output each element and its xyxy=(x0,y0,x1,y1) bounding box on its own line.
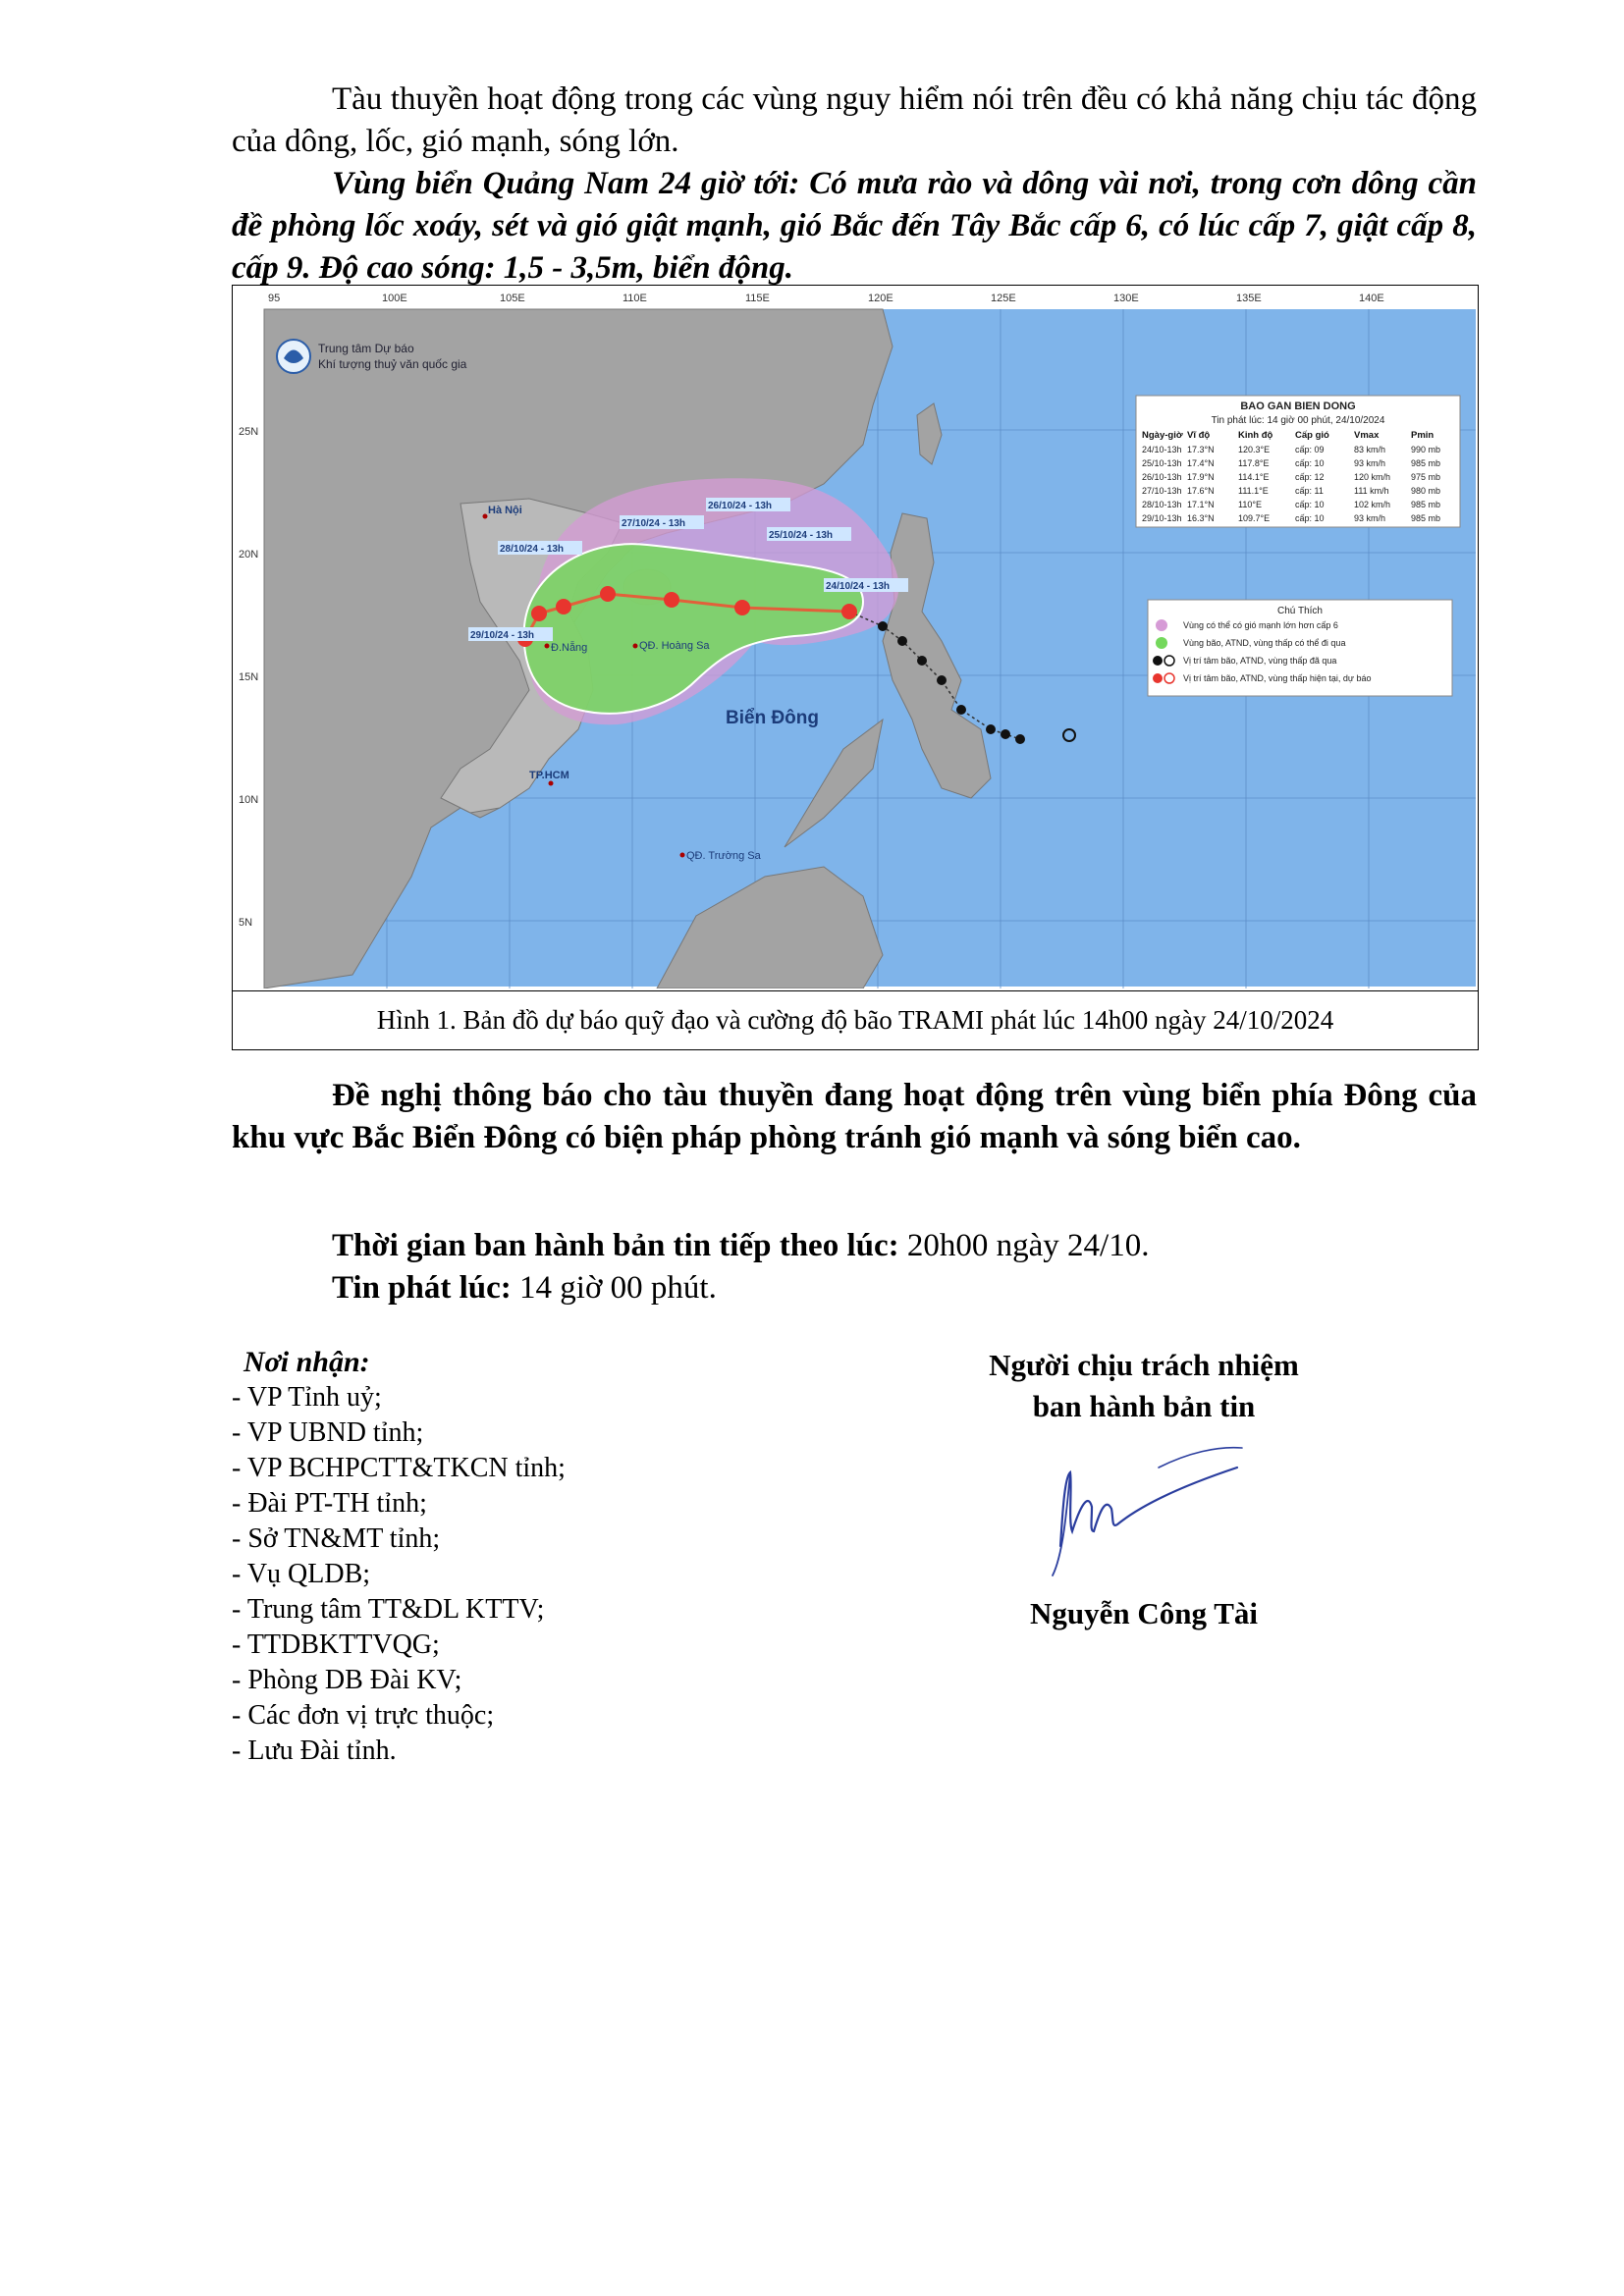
table-cell: 17.9°N xyxy=(1187,472,1215,482)
signature-line-2: ban hành bản tin xyxy=(1032,1389,1256,1423)
lon-label: 115E xyxy=(745,293,770,304)
legend-item: Vùng có thể có gió mạnh lớn hơn cấp 6 xyxy=(1183,620,1338,630)
lon-label: 95 xyxy=(268,293,281,304)
signature-line-1: Người chịu trách nhiệm xyxy=(989,1348,1299,1382)
lon-label: 135E xyxy=(1236,293,1262,304)
city-hcm: TP.HCM xyxy=(529,770,569,781)
table-cell: 985 mb xyxy=(1411,458,1441,468)
table-cell: 985 mb xyxy=(1411,500,1441,509)
island-hoangsa: QĐ. Hoàng Sa xyxy=(639,640,710,652)
lat-label: 20N xyxy=(239,549,259,561)
table-cell: 93 km/h xyxy=(1354,513,1386,523)
table-header: Pmin xyxy=(1411,430,1435,441)
recipients-title: Nơi nhận: xyxy=(244,1346,370,1378)
table-cell: cấp: 10 xyxy=(1295,513,1325,523)
lat-label: 15N xyxy=(239,671,259,683)
lon-label: 125E xyxy=(991,293,1016,304)
table-cell: 985 mb xyxy=(1411,513,1441,523)
table-cell: 111 km/h xyxy=(1354,486,1389,496)
island-truongsa: QĐ. Trường Sa xyxy=(686,850,761,862)
signature-title xyxy=(918,1345,1370,1427)
paragraph-recommendation: Đề nghị thông báo cho tàu thuyền đang hoạt động trên vùng biển phía Đông của khu vực Bắc Biển Đông có biện pháp phòng tránh gió mạnh và sóng biển cao. xyxy=(232,1078,1477,1155)
recipients-block xyxy=(232,1345,566,1769)
next-issue-value: 20h00 ngày 24/10. xyxy=(898,1228,1150,1263)
table-header: Ngày-giờ xyxy=(1142,430,1183,441)
table-cell: 120 km/h xyxy=(1354,472,1391,482)
table-cell: 17.3°N xyxy=(1187,445,1215,454)
table-cell: 117.8°E xyxy=(1238,458,1270,468)
lat-label: 5N xyxy=(239,917,253,929)
table-cell: 25/10-13h xyxy=(1142,458,1182,468)
agency-name-2: Khí tượng thuỷ văn quốc gia xyxy=(318,357,467,371)
table-cell: 980 mb xyxy=(1411,486,1441,496)
table-cell: 111.1°E xyxy=(1238,486,1269,496)
table-cell: 83 km/h xyxy=(1354,445,1386,454)
recipient-item: - Sở TN&MT tỉnh; xyxy=(232,1523,441,1554)
table-cell: 120.3°E xyxy=(1238,445,1271,454)
table-issued: Tin phát lúc: 14 giờ 00 phút, 24/10/2024 xyxy=(1211,415,1385,426)
issued-value: 14 giờ 00 phút. xyxy=(511,1270,717,1306)
agency-name-1: Trung tâm Dự báo xyxy=(318,342,414,355)
recipient-item: - VP Tỉnh uỷ; xyxy=(232,1382,382,1413)
track-label: 26/10/24 - 13h xyxy=(708,501,773,511)
lon-label: 100E xyxy=(382,293,407,304)
legend-item: Vị trí tâm bão, ATND, vùng thấp đã qua xyxy=(1183,656,1337,666)
lon-label: 130E xyxy=(1113,293,1139,304)
table-cell: 28/10-13h xyxy=(1142,500,1182,509)
paragraph-vessels-warning: Tàu thuyền hoạt động trong các vùng nguy hiểm nói trên đều có khả năng chịu tác động của dông, lốc, gió mạnh, sóng lớn. xyxy=(232,81,1477,159)
table-header: Kinh độ xyxy=(1238,430,1273,441)
table-cell: 102 km/h xyxy=(1354,500,1391,509)
legend-title: Chú Thích xyxy=(1277,606,1323,616)
track-label: 25/10/24 - 13h xyxy=(769,530,834,541)
lon-label: 140E xyxy=(1359,293,1384,304)
recipient-item: - Phòng DB Đài KV; xyxy=(232,1665,462,1695)
forecast-table xyxy=(1136,396,1460,527)
recipient-item: - VP BCHPCTT&TKCN tỉnh; xyxy=(232,1453,566,1483)
table-cell: 109.7°E xyxy=(1238,513,1271,523)
table-cell: 17.6°N xyxy=(1187,486,1215,496)
map-legend xyxy=(1148,600,1452,696)
table-cell: cấp: 10 xyxy=(1295,500,1325,509)
table-cell: cấp: 09 xyxy=(1295,445,1325,454)
recipient-item: - VP UBND tỉnh; xyxy=(232,1417,424,1448)
legend-cone-swatch xyxy=(1156,637,1167,649)
paragraph-quang-nam-forecast: Vùng biển Quảng Nam 24 giờ tới: Có mưa rào và dông vài nơi, trong cơn dông cần đề phòng lốc xoáy, sét và gió giật mạnh, gió Bắc đến Tây Bắc cấp 6, có lúc cấp 7, giật cấp 8, cấp 9. Độ cao sóng: 1,5 - 3,5m, biển động. xyxy=(232,166,1477,286)
track-label: 28/10/24 - 13h xyxy=(500,544,565,555)
lon-label: 110E xyxy=(623,293,647,304)
recipient-item: - Các đơn vị trực thuộc; xyxy=(232,1700,495,1731)
figure-storm-map xyxy=(232,285,1479,1050)
lat-label: 25N xyxy=(239,426,259,438)
legend-forecast-icon xyxy=(1153,673,1163,683)
table-cell: 17.4°N xyxy=(1187,458,1215,468)
issued-label: Tin phát lúc: xyxy=(332,1270,512,1306)
lat-label: 10N xyxy=(239,794,259,806)
signer-name: Nguyễn Công Tài xyxy=(1030,1596,1258,1630)
recipient-item: - Lưu Đài tỉnh. xyxy=(232,1735,397,1766)
table-cell: 29/10-13h xyxy=(1142,513,1182,523)
map-svg xyxy=(235,288,1476,988)
table-cell: 93 km/h xyxy=(1354,458,1386,468)
table-header: Cấp gió xyxy=(1295,430,1329,441)
track-label: 24/10/24 - 13h xyxy=(826,581,891,592)
recipient-item: - Vụ QLDB; xyxy=(232,1559,371,1589)
legend-item: Vùng bão, ATND, vùng thấp có thể đi qua xyxy=(1183,638,1346,648)
table-title: BAO GAN BIEN DONG xyxy=(1240,400,1356,412)
table-cell: 975 mb xyxy=(1411,472,1441,482)
figure-caption: Hình 1. Bản đồ dự báo quỹ đạo và cường độ bão TRAMI phát lúc 14h00 ngày 24/10/2024 xyxy=(233,990,1478,1048)
table-cell: 26/10-13h xyxy=(1142,472,1182,482)
track-label: 29/10/24 - 13h xyxy=(470,630,535,641)
city-hanoi: Hà Nội xyxy=(488,505,522,516)
issued-line xyxy=(232,1267,1477,1309)
table-cell: 17.1°N xyxy=(1187,500,1215,509)
table-cell: 16.3°N xyxy=(1187,513,1215,523)
lon-label: 120E xyxy=(868,293,893,304)
recipient-item: - Trung tâm TT&DL KTTV; xyxy=(232,1594,545,1625)
table-header: Vĩ độ xyxy=(1187,430,1211,441)
storm-track-map xyxy=(235,288,1476,988)
legend-item: Vị trí tâm bão, ATND, vùng thấp hiện tại, dự báo xyxy=(1183,673,1372,683)
sea-name: Biển Đông xyxy=(726,708,819,728)
handwritten-signature xyxy=(1041,1438,1257,1585)
table-cell: 990 mb xyxy=(1411,445,1441,454)
legend-danger-swatch xyxy=(1156,619,1167,631)
table-cell: 110°E xyxy=(1238,500,1262,509)
recipient-item: - Đài PT-TH tỉnh; xyxy=(232,1488,427,1519)
legend-past-icon xyxy=(1153,656,1163,666)
lon-label: 105E xyxy=(500,293,525,304)
next-issue-label: Thời gian ban hành bản tin tiếp theo lúc: xyxy=(332,1228,899,1263)
recipient-item: - TTDBKTTVQG; xyxy=(232,1629,440,1660)
city-danang: Đ.Nẵng xyxy=(551,642,588,654)
next-issue-line xyxy=(232,1225,1477,1267)
table-cell: cấp: 12 xyxy=(1295,472,1325,482)
track-label: 27/10/24 - 13h xyxy=(622,518,686,529)
table-header: Vmax xyxy=(1354,430,1380,441)
table-cell: cấp: 11 xyxy=(1295,486,1324,496)
table-cell: 114.1°E xyxy=(1238,472,1270,482)
table-cell: 27/10-13h xyxy=(1142,486,1182,496)
table-cell: 24/10-13h xyxy=(1142,445,1182,454)
table-cell: cấp: 10 xyxy=(1295,458,1325,468)
